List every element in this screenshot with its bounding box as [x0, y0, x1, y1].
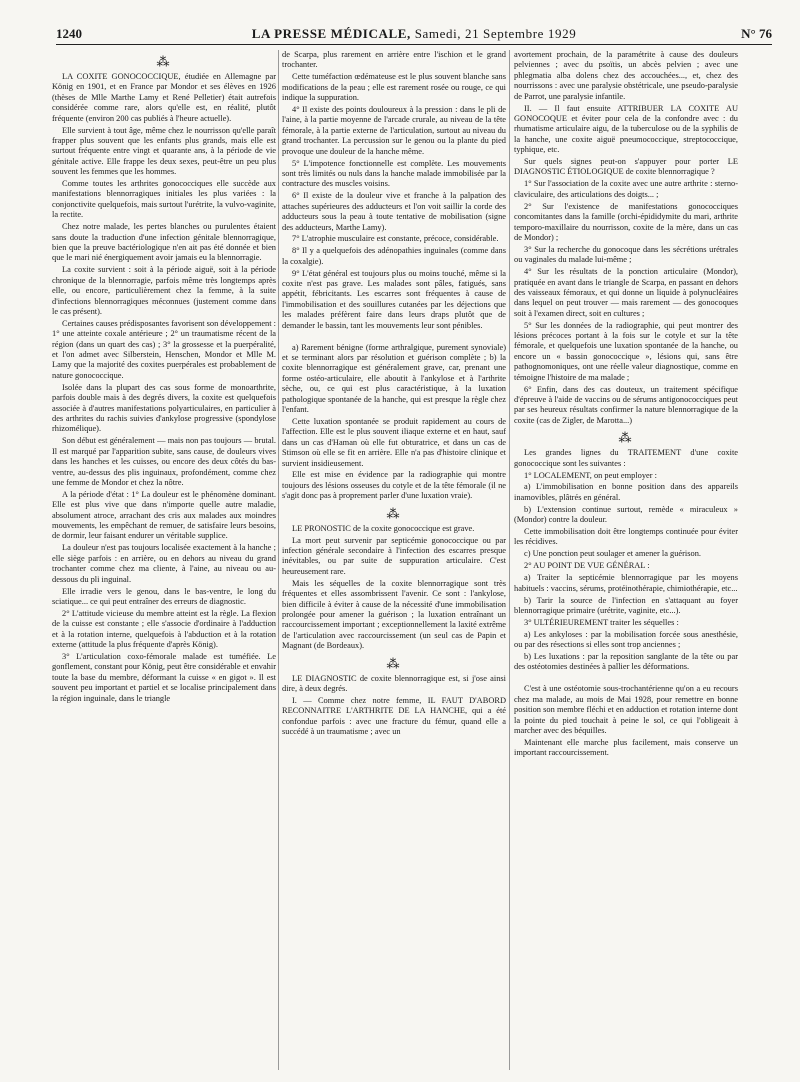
paragraph: 3° Sur la recherche du gonocoque dans les sécrétions urétrales ou vaginales du malade lui-même ; — [514, 244, 738, 265]
section-ornament: ⁂ — [156, 54, 172, 69]
paragraph: 2° Sur l'existence de manifestations gonococciques concomitantes dans la famille (orchi-épididymite du mari, arthrite temporo-maxillaire du nourrisson, coxite de la mère, dans un cas de Mondor) ; — [514, 201, 738, 242]
paragraph: Certaines causes prédisposantes favorisent son développement : 1° une atteinte coxale antérieure ; 2° un traumatisme récent de la région (dans un quart des cas) ; 3° la grossesse et la puerpéralité, et l'on admet avec Silberstein, Henschen, Mondor et Mlle M. Lamy que la majorité des coxites puerpérales est probablement de nature gonococcique. — [52, 318, 276, 380]
paragraph: Cette tuméfaction œdémateuse est le plus souvent blanche sans modifications de la peau ; elle est rarement rosée ou rouge, ce qui indique la suppuration. — [282, 72, 506, 103]
paragraph: b) L'extension continue surtout, remède « miraculeux » (Mondor) contre la douleur. — [514, 504, 738, 525]
paragraph: 2° AU POINT DE VUE GÉNÉRAL : — [524, 561, 650, 571]
paragraph: Isolée dans la plupart des cas sous forme de monoarthrite, parfois double mais à des degrés divers, la coxite est quelquefois associée à d'autres manifestations polyarticulaires, en particulier à des arthrites du rachis suivies d'ankylose progressive (spondylose rhizomélique). — [52, 382, 276, 434]
paragraph: de Scarpa, plus rarement en arrière entre l'ischion et le grand trochanter. — [282, 50, 506, 70]
paragraph: avortement prochain, de la paramétrite à cause des douleurs pelviennes ; avec du psoïtis, un abcès pelvien ; avec une phlegmatia alba dolens chez des accouchées..., et, chez des nourrissons : avec une paralysie obstétricale, une pseudo-paralysie de Parrot, une paralysie infantile. — [514, 50, 738, 101]
paragraph: Maintenant elle marche plus facilement, mais conserve un important raccourcissement. — [514, 737, 738, 758]
paragraph: I. — Comme chez notre femme, IL FAUT D'ABORD RECONNAITRE L'ARTHRITE DE LA HANCHE, qui a été confondue parfois : avec une fracture du fémur, quand elle a succédé à un traumatisme ; avec un — [282, 695, 506, 737]
paragraph: 2° L'attitude vicieuse du membre atteint est la règle. La flexion de la cuisse est constante ; elle s'associe d'ordinaire à l'adduction et à la rotation interne, quelquefois à l'abduction et à la rotation externe (attitude la plus fréquente d'après König). — [52, 608, 276, 650]
paragraph: a) L'immobilisation en bonne position dans des appareils inamovibles, plâtrés en général. — [514, 482, 738, 502]
paragraph: b) Les luxations : par la reposition sanglante de la tête ou par des ostéotomies destinées à pallier les déformations. — [514, 652, 738, 672]
paragraph: b) Tarir la source de l'infection en s'attaquant au foyer blennorragique primaire (urétrite, vaginite, etc...). — [514, 595, 738, 615]
paragraph: 7° L'atrophie musculaire est constante, précoce, considérable. — [292, 234, 499, 244]
paragraph: A la période d'état : 1° La douleur est le phénomène dominant. Elle est plus vive que dans n'importe quelle autre maladie, absolument atroce, arrachant des cris aux malades aux moindres mouvements, les empêchant de remuer, de satisfaire leurs besoins, de dormir, leur faisant endurer un véritable supplice. — [52, 489, 276, 541]
column-rule-2 — [509, 50, 510, 1070]
issue-date: Samedi, 21 Septembre 1929 — [414, 26, 577, 41]
column-1 — [52, 50, 276, 1070]
paragraph: a) Rarement bénigne (forme arthralgique, purement synoviale) et se terminant alors par résolution et guérison complète ; b) la coxite blennorragique est généralement grave, car, prenant une forme ostéo-articulaire, elle aboutit à l'ankylose et à l'arthrite sèche, ou, ce qui est plus caractéristique, à la luxation pathologique spontanée de la hanche, qui est presque la règle chez l'enfant. — [282, 342, 506, 414]
paragraph: La douleur n'est pas toujours localisée exactement à la hanche ; elle siège parfois : en arrière, ou en dehors au niveau du grand trochanter comme chez ma cliente, à l'aine, au niveau ou au-dessous du pli inguinal. — [52, 543, 276, 584]
paragraph: c) Une ponction peut soulager et amener la guérison. — [524, 549, 701, 559]
paragraph: Elle est mise en évidence par la radiographie qui montre toujours des lésions osseuses du cotyle et de la tête fémorale (il ne s'agit donc pas à proprement parler d'une luxation vraie). — [282, 470, 506, 501]
paragraph: Cette immobilisation doit être longtemps continuée pour éviter les récidives. — [514, 527, 738, 547]
journal-title-line — [56, 26, 772, 42]
paragraph: LE PRONOSTIC de la coxite gonococcique est grave. — [292, 523, 475, 533]
paragraph: 5° L'impotence fonctionnelle est complète. Les mouvements sont très limités ou nuls dans la hanche malade immobilisée par la contracture des muscles voisins. — [282, 158, 506, 189]
paragraph: 9° L'état général est toujours plus ou moins touché, même si la coxite n'est pas grave. Les malades sont pâles, fatigués, sans appétit, fébricitants. Les escarres sont fréquentes à cause de l'immobilisation et des souillures cutanées par les déjections que les malades préfèrent faire dans leurs draps plutôt que de demander le bassin, tant les mouvements leur sont pénibles. — [282, 268, 506, 330]
paragraph: Sur quels signes peut-on s'appuyer pour porter LE DIAGNOSTIC ÉTIOLOGIQUE de coxite blennorragique ? — [514, 157, 738, 177]
paragraph: La mort peut survenir par septicémie gonococcique ou par infection générale secondaire à l'infection des escarres presque inévitables, ou par suite de suppuration articulaire. C'est heureusement rare. — [282, 535, 506, 576]
paragraph: Chez notre malade, les pertes blanches ou purulentes étaient sans doute la traduction d'une infection génitale blennorragique, bien que la preuve bactériologique n'en ait pas été donnée et bien que le mari nié énergiquement avoir jamais eu la blennorragie. — [52, 222, 276, 263]
paragraph: LA COXITE GONOCOCCIQUE, étudiée en Allemagne par König en 1901, et en France par Mondor et ses élèves en 1926 (thèses de Mlle Marthe Lamy et René Pelletier) était autrefois considérée comme rare, alors qu'elle est, en réalité, plutôt fréquente (environ 200 cas publiés à l'heure actuelle). — [52, 72, 276, 123]
paragraph: C'est à une ostéotomie sous-trochantérienne qu'on a eu recours chez ma malade, au mois de Mai 1928, pour remettre en bonne position son membre fléchi et en adduction et rotation interne dont la pointe du pied touchait à peine le sol, ce qui l'obligeait à marcher avec des béquilles. — [514, 684, 738, 735]
paragraph: II. — Il faut ensuite ATTRIBUER LA COXITE AU GONOCOQUE et éviter pour cela de la confondre avec : du rhumatisme articulaire aigu, de la tuberculose ou de la syphilis de la hanche, une coxite aiguë pneumococcique, streptococcique, typhique, etc. — [514, 103, 738, 155]
spacer — [514, 674, 738, 684]
spacer — [282, 333, 506, 343]
column-2 — [282, 50, 506, 1070]
paragraph: 8° Il y a quelquefois des adénopathies inguinales (comme dans la coxalgie). — [282, 246, 506, 266]
section-ornament: ⁂ — [386, 655, 402, 671]
paragraph: LE DIAGNOSTIC de coxite blennorragique est, si j'ose ainsi dire, à deux degrés. — [282, 673, 506, 693]
paragraph: Cette luxation spontanée se produit rapidement au cours de l'affection. Elle est le plus souvent iliaque externe et en haut, sauf dans un cas d'Haman où elle fut obturatrice, et dans un cas de Stimson où elle se fit en arrière. Elle n'a pas d'histoire clinique et survient insidieusement. — [282, 416, 506, 468]
paragraph: 3° L'articulation coxo-fémorale malade est tuméfiée. Le gonflement, constant pour König, peut être considérable et envahir toute la base du membre, déformant la cuisse « en gigot ». Il est souvent peu important et partiel et se localise principalement dans la région inguinale, dans le triangle — [52, 651, 276, 703]
running-header — [56, 24, 772, 45]
paragraph: Mais les séquelles de la coxite blennorragique sont très fréquentes et elles assombrissent l'avenir. Ce sont : l'ankylose, bien difficile à éviter à cause de la nécessité d'une immobilisation prolongée pour amener la guérison ; la luxation entraînant un raccourcissement important ; exceptionnellement la laxité extrême de l'articulation avec raccourcissement (un seul cas de Papin et Magnant (de Bordeaux). — [282, 578, 506, 651]
section-ornament: ⁂ — [386, 505, 402, 521]
paragraph: 5° Sur les données de la radiographie, qui peut montrer des lésions précoces portant à la fois sur le cotyle et sur la tête fémorale, et quelquefois une luxation spontanée de la hanche, ou encore un « bassin gonococcique », lésions qui, sans être pathognomoniques, ont une réelle valeur diagnostique, comme en témoigne l'histoire de ma malade ; — [514, 320, 738, 382]
page-number: 1240 — [56, 26, 82, 41]
paragraph: 1° Sur l'association de la coxite avec une autre arthrite : sterno-claviculaire, des articulations des doigts... ; — [514, 179, 738, 199]
journal-name: LA PRESSE MÉDICALE, — [251, 26, 411, 41]
paragraph: 6° Enfin, dans des cas douteux, un traitement spécifique d'épreuve à l'aide de vaccins ou de sérums antigonococciques peut par ses heureux résultats confirmer la nature blennorragique de la coxite (cas de Zigler, de Marotta...) — [514, 384, 738, 425]
paragraph: Les grandes lignes du TRAITEMENT d'une coxite gonococcique sont les suivantes : — [514, 448, 738, 468]
paragraph: Son début est généralement — mais non pas toujours — brutal. Il est marqué par l'apparition subite, sans cause, de douleurs vives dans les hanches et les cuisses, ou encore des deux côtés du bas-ventre, au-dessus des plis inguinaux, profondément, comme chez une femme de Mondor et chez la nôtre. — [52, 436, 276, 487]
paragraph: Elle irradie vers le genou, dans le bas-ventre, le long du sciatique... ce qui peut entraîner des erreurs de diagnostic. — [52, 586, 276, 606]
paragraph: 4° Il existe des points douloureux à la pression : dans le pli de l'aine, à la partie moyenne de l'arcade crurale, au niveau de la tête fémorale, à la partie externe de l'articulation, surtout au niveau du grand trochanter. La percussion sur le genou ou la plante du pied provoque une douleur de la hanche même. — [282, 105, 506, 156]
paragraph: 6° Il existe de la douleur vive et franche à la palpation des attaches supérieures des adducteurs et l'on voit saillir la corde des adducteurs sous la peau à toute tentative de mobilisation (signe des adducteurs, Marthe Lamy). — [282, 191, 506, 232]
paragraph: 3° ULTÉRIEUREMENT traiter les séquelles : — [524, 617, 679, 627]
paragraph: 1° LOCALEMENT, on peut employer : — [524, 470, 657, 480]
paragraph: La coxite survient : soit à la période aiguë, soit à la période chronique de la blennorragie, parfois même très longtemps après elle, ou encore, particulièrement chez la femme, à la suite d'infections blennorragiques méconnues (justement comme dans le cas présent). — [52, 265, 276, 316]
column-3 — [514, 50, 738, 1070]
paragraph: a) Les ankyloses : par la mobilisation forcée sous anesthésie, ou par des résections si elles sont trop anciennes ; — [514, 629, 738, 650]
issue-number: N° 76 — [741, 26, 772, 41]
paragraph: a) Traiter la septicémie blennorragique par les moyens habituels : vaccins, sérums, protéinothérapie, chimiothérapie, etc... — [514, 573, 738, 593]
paragraph: Comme toutes les arthrites gonococciques elle succède aux manifestations blennorragiques initiales les plus variées : la conjonctivite quelquefois, mais surtout l'urétrite, la vulvo-vaginite, la rectite. — [52, 179, 276, 220]
column-rule-1 — [278, 50, 279, 1070]
section-ornament: ⁂ — [618, 430, 634, 446]
paragraph: 4° Sur les résultats de la ponction articulaire (Mondor), pratiquée en avant dans le triangle de Scarpa, en passant en dehors des vaisseaux fémoraux, et qui donne un liquide à polynucléaires dans lequel on peut trouver — mais rarement — des gonocoques soit à l'examen direct, soit en cultures ; — [514, 267, 738, 318]
paragraph: Elle survient à tout âge, même chez le nourrisson qu'elle paraît frapper plus souvent que les enfants plus grands, mais elle est surtout fréquente entre vingt et quarante ans, à la période de vie génitale active. Elle frappe les deux sexes, peut-être un peu plus souvent les femmes que les hommes. — [52, 125, 276, 177]
